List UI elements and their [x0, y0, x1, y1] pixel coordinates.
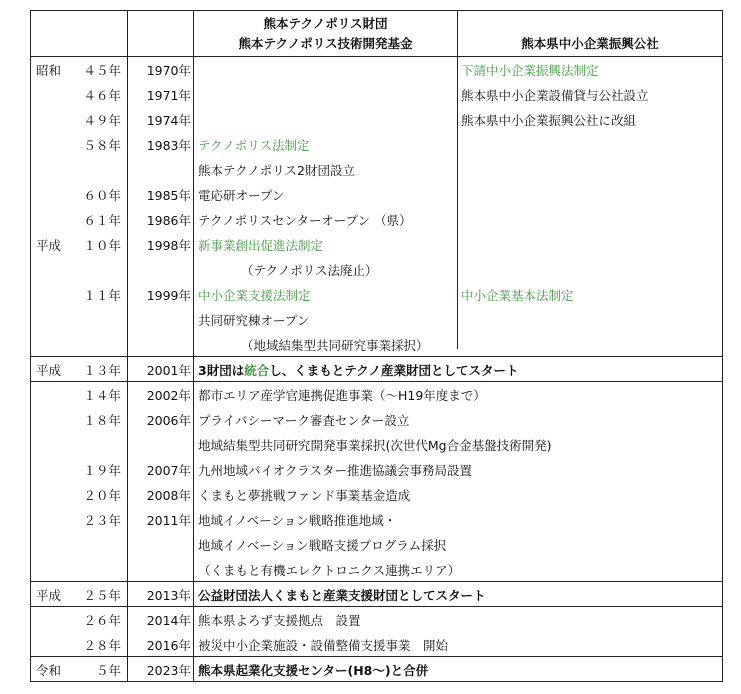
event-cell: 地域イノベーション戦略推進地域・ — [198, 513, 397, 528]
western-year-cell: 2014年 — [146, 613, 191, 628]
event-cell: 新事業創出促進法制定 — [198, 238, 324, 253]
japanese-year-cell: ５８年 — [83, 138, 121, 153]
western-year-cell: 2006年 — [146, 413, 191, 428]
japanese-year-cell: ２０年 — [83, 488, 121, 503]
era-cell: 平成 — [36, 238, 62, 253]
kosha-event-cell: 中小企業基本法制定 — [461, 288, 574, 303]
event-cell: 都市エリア産学官連携促進事業（～H19年度まで） — [198, 388, 486, 403]
japanese-year-cell: ２５年 — [83, 588, 121, 603]
event-cell: 電応研オープン — [198, 188, 285, 203]
event-cell: 熊本県よろず支援拠点 設置 — [198, 613, 361, 628]
japanese-year-cell: １４年 — [83, 388, 121, 403]
header-col2: 熊本県中小企業振興公社 — [521, 36, 659, 51]
kosha-event-cell: 熊本県中小企業設備貸与公社設立 — [461, 88, 649, 103]
western-year-cell: 1999年 — [146, 288, 191, 303]
event-text-part: 統合 — [244, 363, 270, 378]
japanese-year-cell: ６０年 — [83, 188, 121, 203]
western-year-cell: 1985年 — [146, 188, 191, 203]
japanese-year-cell: １３年 — [83, 363, 121, 378]
western-year-cell: 2023年 — [146, 663, 191, 678]
divider-header — [31, 56, 722, 57]
western-year-cell: 2013年 — [146, 588, 191, 603]
western-year-cell: 1998年 — [146, 238, 191, 253]
event-cell: 地域結集型共同研究開発事業採択(次世代Mg合金基盤技術開発) — [198, 438, 552, 453]
japanese-year-cell: １１年 — [83, 288, 121, 303]
western-year-cell: 2008年 — [146, 488, 191, 503]
western-year-cell: 2011年 — [146, 513, 191, 528]
event-cell: 被災中小企業施設・設備整備支援事業 開始 — [198, 638, 449, 653]
kosha-event-cell: 下請中小企業振興法制定 — [461, 63, 599, 78]
era-cell: 平成 — [36, 363, 62, 378]
header-col1-line1: 熊本テクノポリス財団 — [263, 16, 388, 31]
event-cell: 熊本テクノポリス2財団設立 — [198, 163, 355, 178]
western-year-cell: 1970年 — [146, 63, 191, 78]
divider-event-col2 — [457, 11, 458, 349]
event-cell: くまもと夢挑戦ファンド事業基金造成 — [198, 488, 411, 503]
era-cell: 令和 — [36, 663, 62, 678]
event-cell: 中小企業支援法制定 — [198, 288, 311, 303]
japanese-year-cell: ６１年 — [83, 213, 121, 228]
japanese-year-cell: １９年 — [83, 463, 121, 478]
event-note-cell: （地域結集型共同研究事業採択） — [241, 338, 429, 353]
event-cell — [198, 358, 518, 383]
western-year-cell: 2007年 — [146, 463, 191, 478]
kosha-event-cell: 熊本県中小企業振興公社に改組 — [461, 113, 637, 128]
japanese-year-cell: ２３年 — [83, 513, 121, 528]
japanese-year-cell: ２８年 — [83, 638, 121, 653]
event-cell: プライバシーマーク審査センター設立 — [198, 413, 410, 428]
header-col1 — [194, 14, 457, 54]
era-cell: 昭和 — [36, 63, 62, 78]
event-cell: テクノポリスセンターオープン （県） — [198, 213, 412, 228]
event-cell: （くまもと有機エレクトロニクス連携エリア） — [198, 563, 461, 578]
event-cell: 熊本県起業化支援センター(H8～)と合併 — [198, 663, 429, 678]
japanese-year-cell: １８年 — [83, 413, 121, 428]
event-cell: 地域イノベーション戦略支援プログラム採択 — [198, 538, 447, 553]
japanese-year-cell: ４５年 — [83, 63, 121, 78]
event-cell: 共同研究棟オープン — [198, 313, 310, 328]
era-cell: 平成 — [36, 588, 62, 603]
western-year-cell: 2016年 — [146, 638, 191, 653]
history-table — [30, 10, 723, 682]
japanese-year-cell: ２６年 — [83, 613, 121, 628]
western-year-cell: 1971年 — [146, 88, 191, 103]
western-year-cell: 1974年 — [146, 113, 191, 128]
japanese-year-cell: ４６年 — [83, 88, 121, 103]
event-cell: 九州地域バイオクラスター推進協議会事務局設置 — [198, 463, 473, 478]
western-year-cell: 1983年 — [146, 138, 191, 153]
japanese-year-cell: １０年 — [83, 238, 121, 253]
event-cell: 公益財団法人くまもと産業支援財団としてスタート — [198, 588, 486, 603]
japanese-year-cell: ５年 — [95, 663, 121, 678]
western-year-cell: 2001年 — [146, 363, 191, 378]
event-text-part: 3財団は — [198, 363, 245, 378]
western-year-cell: 2002年 — [146, 388, 191, 403]
western-year-cell: 1986年 — [146, 213, 191, 228]
event-cell: テクノポリス法制定 — [198, 138, 310, 153]
event-text-part: し、くまもとテクノ産業財団としてスタート — [269, 363, 519, 378]
header-col1-line2: 熊本テクノポリス技術開発基金 — [238, 36, 413, 51]
event-note-cell: （テクノポリス法廃止） — [241, 263, 378, 278]
japanese-year-cell: ４９年 — [83, 113, 121, 128]
